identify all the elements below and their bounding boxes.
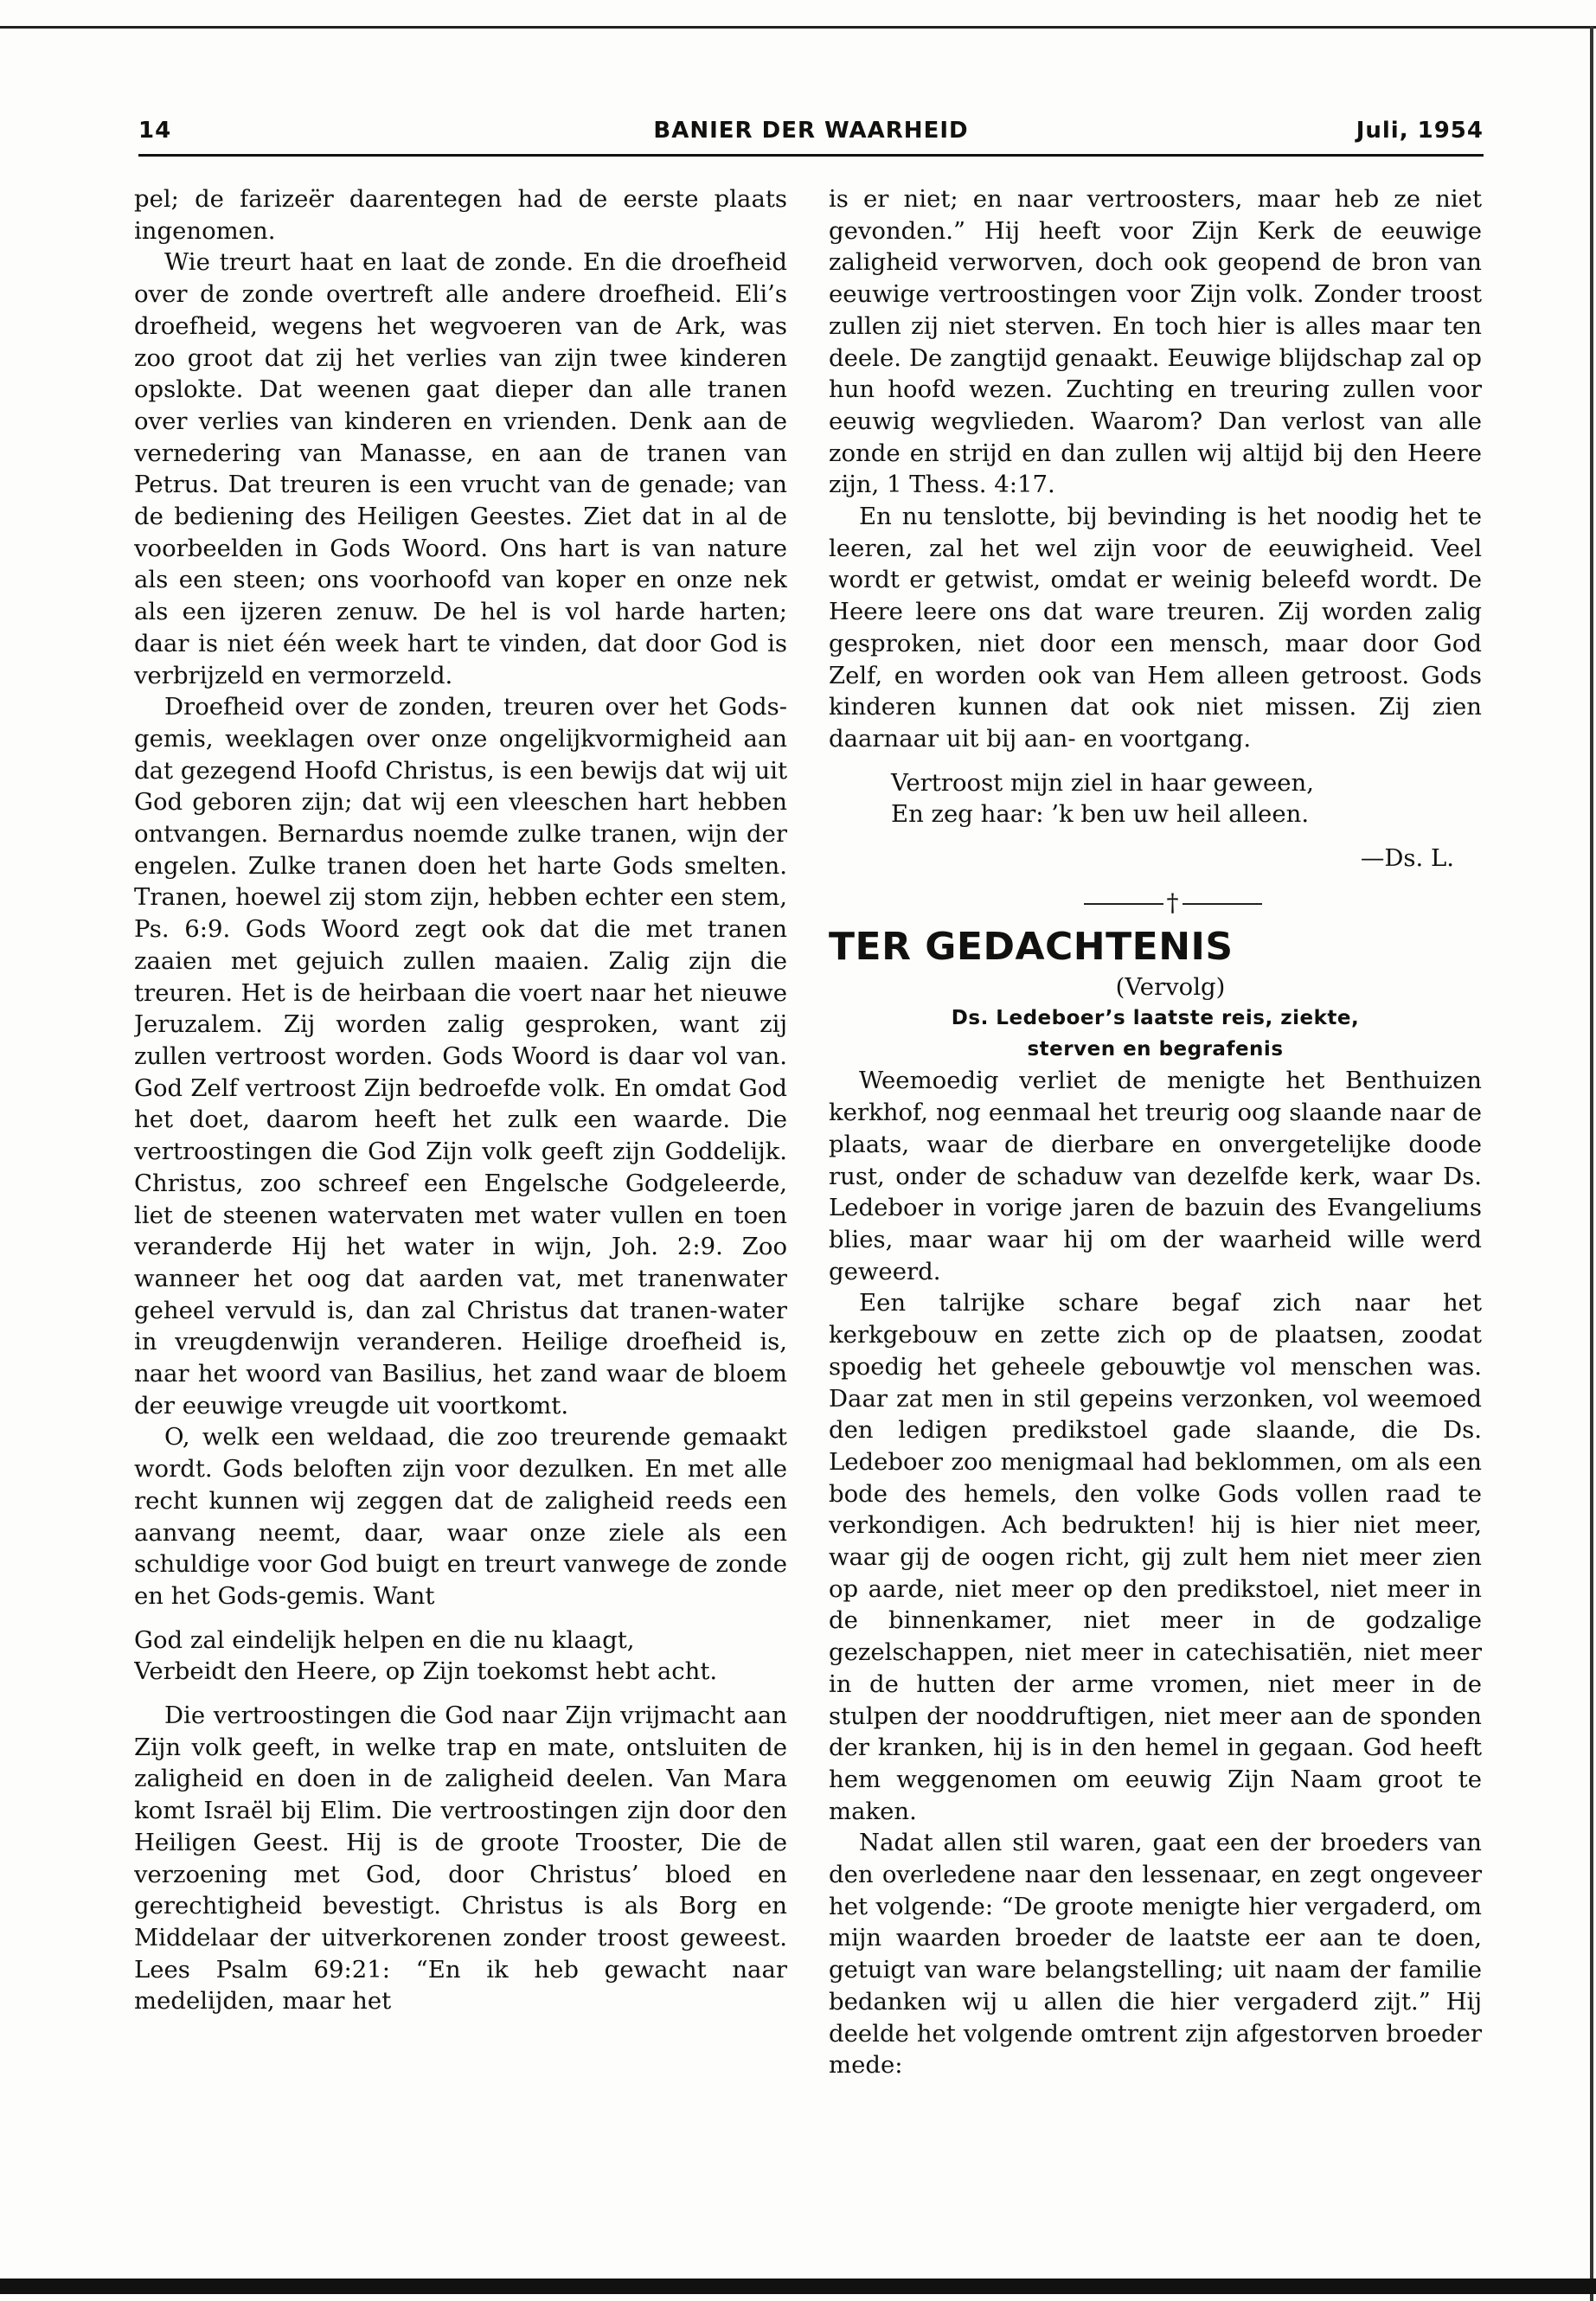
paragraph: Droefheid over de zonden, treuren over het Gods-gemis, weeklagen over onze ongelijkvormigheid aan dat gezegend Hoofd Christus, is een bewijs dat wij uit God geboren zijn; dat wij een vleeschen hart hebben ontvangen. Bernardus noemde zulke tranen, wijn der engelen. Zulke tranen doen het harte Gods smelten. Tranen, hoewel zij stom zijn, hebben echter een stem, Ps. 6:9. Gods Woord zegt ook dat die met tranen zaaien met gejuich zullen maaien. Zalig zijn die treuren. Het is de heirbaan die voert naar het nieuwe Jeruzalem. Zij worden zalig gesproken, want zij zullen vertroost worden. Gods Woord is daar vol van. God Zelf vertroost Zijn bedroefde volk. En omdat God het doet, daarom heeft het zulk een waarde. Die vertroostingen die God Zijn volk geeft zijn Goddelijk. Christus, zoo schreef een Engelsche Godgeleerde, liet de steenen watervaten met water vullen en toen veranderde Hij het water in wijn, Joh. 2:9. Zoo wanneer het oog dat aarden vat, met tranenwater geheel vervuld is, dan zal Christus dat tranen-water in vreugdenwijn veranderen. Heilige droefheid is, naar het woord van Basilius, het zand waar de bloem der eeuwige vreugde uit voortkomt. [134,693,787,1420]
scan-edge-right [1590,26,1593,2301]
paragraph: En nu tenslotte, bij bevinding is het noodig het te leeren, zal het wel zijn voor de eeuwigheid. Veel wordt er getwist, omdat er weinig beleefd wordt. De Heere leere ons dat ware treuren. Zij worden zalig gesproken, niet door een mensch, maar door God Zelf, en worden ook van Hem alleen getroost. Gods kinderen kunnen dat ook niet missen. Zij zien daarnaar uit bij aan- en voortgang. [829,503,1482,753]
cross-icon: † [1166,888,1179,918]
subheading-line: Ds. Ledeboer’s laatste reis, ziekte, [951,1007,1360,1030]
divider-line [1084,903,1163,905]
scan-edge-bottom [0,2279,1596,2294]
paragraph: is er niet; en naar vertroosters, maar heb ze niet gevonden.” Hij heeft voor Zijn Kerk de eeuwige zaligheid verworven, doch ook geopend de bron van eeuwige vertroostingen voor Zijn volk. Zonder troost zullen zij niet sterven. En toch hier is alles maar ten deele. De zangtijd genaakt. Eeuwige blijdschap zal op hun hoofd wezen. Zuchting en treuring zullen voor eeuwig wegvlieden. Waarom? Dan verlost van alle zonde en strijd en dan zullen wij altijd bij den Heere zijn, 1 Thess. 4:17. [829,185,1482,499]
scan-edge-top [0,26,1596,29]
paragraph: O, welk een weldaad, die zoo treurende gemaakt wordt. Gods beloften zijn voor dezulken. En met alle recht kunnen wij zeggen dat de zaligheid reeds een aanvang neemt, daar, waar onze ziele als een schuldige voor God buigt en treurt vanwege de zonde en het Gods-gemis. Want [134,1423,787,1610]
paragraph: Nadat allen stil waren, gaat een der broeders van den overledene naar den lessenaar, en zegt ongeveer het volgende: “De groote menigte hier vergaderd, om mijn waarden broeder de laatste eer aan te doen, getuigt van ware belangstelling; uit naam der familie bedanken wij u allen die hier vergaderd zijt.” Hij deelde het volgende omtrent zijn afgestorven broeder mede: [829,1829,1482,2080]
verse-quote [134,1625,787,1688]
verse-quote [829,767,1482,830]
section-title: TER GEDACHTENIS [829,924,1234,969]
issue-date: Juli, 1954 [1356,118,1484,144]
paragraph: Wie treurt haat en laat de zonde. En die droefheid over de zonde overtreft alle andere droefheid. Eli’s droefheid, wegens het wegvoeren van de Ark, was zoo groot dat zij het verlies van zijn twee kinderen opslokte. Dat weenen gaat dieper dan alle tranen over verlies van kinderen en vrienden. Denk aan de vernedering van Manasse, en aan de tranen van Petrus. Dat treuren is een vrucht van de genade; van de bediening des Heiligen Geestes. Ziet dat in al de voorbeelden in Gods Woord. Ons hart is van nature als een steen; ons voorhoofd van koper en onze nek als een ijzeren zenuw. De hel is vol harde harten; daar is niet één week hart te vinden, dat door God is verbrijzeld en vermorzeld. [134,248,787,689]
paragraph: pel; de farizeër daarentegen had de eerste plaats ingenomen. [134,185,787,245]
divider-line [1183,903,1262,905]
paragraph: Die vertroostingen die God naar Zijn vrijmacht aan Zijn volk geeft, in welke trap en mate, ontsluiten de zaligheid en doen in de zaligheid deelen. Van Mara komt Israël bij Elim. Die vertroostingen zijn door den Heiligen Geest. Hij is de groote Trooster, Die de verzoening met God, door Christus’ bloed en gerechtigheid bevestigt. Christus is als Borg en Middelaar der uitverkorenen zonder troost geweest. Lees Psalm 69:21: “En ik heb gewacht naar medelijden, maar het [134,1702,787,2016]
subheading-line: sterven en begrafenis [1027,1038,1284,1061]
left-column [134,183,787,2259]
right-column [829,183,1482,2259]
section-divider [829,887,1482,921]
running-header [138,118,1484,152]
verse-line: Vertroost mijn ziel in haar geween, [891,768,1314,797]
section-subtitle: (Vervolg) [1115,972,1226,1001]
verse-line: En zeg haar: ’k ben uw heil alleen. [891,800,1310,829]
verse-line: Verbeidt den Heere, op Zijn toekomst hebt acht. [134,1657,718,1686]
publication-title: BANIER DER WAARHEID [653,118,969,144]
page-number: 14 [138,118,172,144]
article-subheading [829,1003,1482,1065]
paragraph: Weemoedig verliet de menigte het Benthuizen kerkhof, nog eenmaal het treurig oog slaande naar de plaats, waar de dierbare en onvergetelijke doode rust, onder de schaduw van dezelfde kerk, waar Ds. Ledeboer in vorige jaren de bazuin des Evangeliums blies, maar waar hij om der waarheid wille werd geweerd. [829,1067,1482,1285]
verse-line: God zal eindelijk helpen en die nu klaagt, [134,1625,635,1654]
header-rule [138,154,1484,157]
signature: —Ds. L. [1360,844,1454,873]
paragraph: Een talrijke schare begaf zich naar het kerkgebouw en zette zich op de plaatsen, zoodat spoedig het geheele gebouwtje vol menschen was. Daar zat men in stil gepeins verzonken, vol weemoed den ledigen predikstoel gade slaande, die Ds. Ledeboer zoo menigmaal had beklommen, om als een bode des hemels, den volke Gods vollen raad te verkondigen. Ach bedrukten! hij is hier niet meer, waar gij de oogen richt, gij zult hem niet meer zien op aarde, niet meer op den predikstoel, niet meer in de binnenkamer, niet meer in de godzalige gezelschappen, niet meer in catechisatiën, niet meer in de hutten der arme vromen, niet meer in de stulpen der nooddruftigen, niet meer aan de sponden der kranken, hij is in den hemel in gegaan. God heeft hem weggenomen om eeuwig Zijn Naam groot te maken. [829,1289,1482,1825]
